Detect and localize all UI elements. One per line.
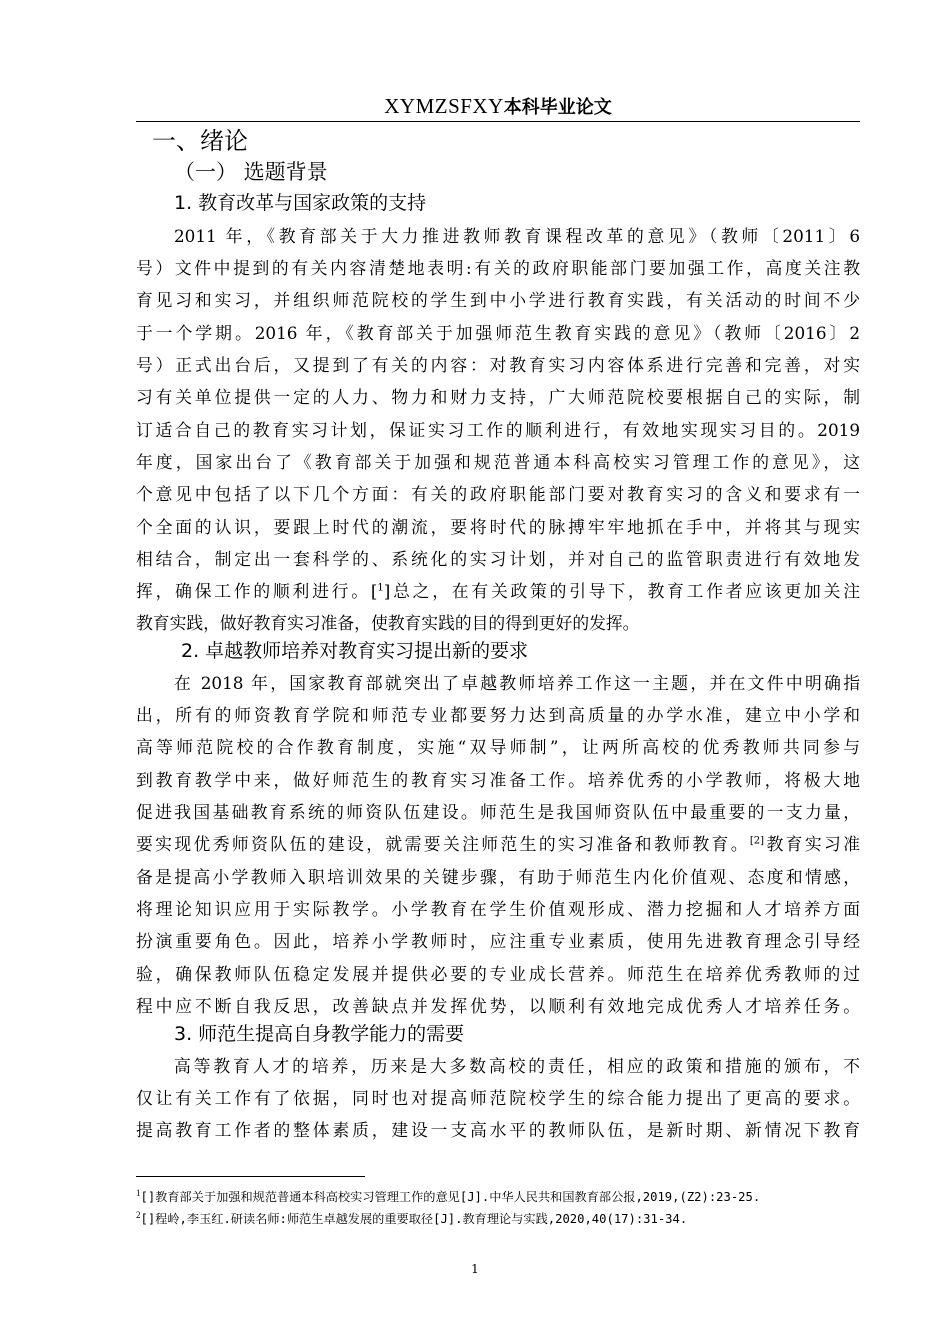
footnote-text: []程岭,李玉红.研读名师:师范生卓越发展的重要取径[J].教育理论与实践,2020,40(17):31-34. <box>140 1212 688 1226</box>
paragraph-line: 2011 年，《教育部关于大力推进教师教育课程改革的意见》（教师〔2011〕6 <box>174 226 860 246</box>
paragraph-line: 于一个学期。2016 年，《教育部关于加强师范生教育实践的意见》（教师〔2016〕2 <box>136 323 860 343</box>
paragraph-text: 要实现优秀师资队伍的建设，就需要关注师范生的实习准备和教师教育。 <box>136 834 750 854</box>
paragraph-line: 高等教育人才的培养，历来是大多数高校的责任，相应的政策和措施的颁布，不 <box>174 1056 860 1076</box>
paragraph-line: 程中应不断自我反思，改善缺点并发挥优势，以顺利有效地完成优秀人才培养任务。 <box>136 996 860 1016</box>
paragraph-text: 挥，确保工作的顺利进行。[ <box>136 581 378 601</box>
footnote-ref: 1 <box>377 582 384 594</box>
footnote-1 <box>136 1189 760 1205</box>
paragraph-line: 个全面的认识，要跟上时代的潮流，要将时代的脉搏牢牢地抓在手中，并将其与现实 <box>136 517 860 537</box>
paragraph-line: 高等师范院校的合作教育制度，实施“双导师制”，让两所高校的优秀教师共同参与 <box>136 737 860 757</box>
paragraph-line: 育见习和实习，并组织师范院校的学生到中小学进行教育实践，有关活动的时间不少 <box>136 290 860 310</box>
paragraph-line: 号）正式出台后，又提到了有关的内容：对教育实习内容体系进行完善和完善，对实 <box>136 355 860 375</box>
paragraph-text: 教育实习准 <box>764 834 860 854</box>
subsection-heading-2: 2. 卓越教师培养对教育实习提出新的要求 <box>181 640 529 662</box>
footnote-rule <box>136 1176 365 1177</box>
footnote-text: []教育部关于加强和规范普通本科高校实习管理工作的意见[J].中华人民共和国教育部公报,2019,(Z2):23-25. <box>140 1190 761 1204</box>
paragraph-line <box>136 576 860 606</box>
paragraph-line: 备是提高小学教师入职培训效果的关键步骤，有助于师范生内化价值观、态度和情感， <box>136 867 860 887</box>
paragraph-line: 验，确保教师队伍稳定发展并提供必要的专业成长营养。师范生在培养优秀教师的过 <box>136 964 860 984</box>
paragraph-line: 习有关单位提供一定的人力、物力和财力支持，广大师范院校要根据自己的实际，制 <box>136 387 860 407</box>
header-rule <box>136 121 860 122</box>
paragraph-line: 出，所有的师资教育学院和师范专业都要努力达到高质量的办学水准，建立中小学和 <box>136 705 860 725</box>
paragraph-text: ]总之，在有关政策的引导下，教育工作者应该更加关注 <box>383 581 860 601</box>
paragraph-line: 订适合自己的教育实习计划，保证实习工作的顺利进行，有效地实现实习目的。2019 <box>136 420 860 440</box>
paragraph-line <box>136 829 860 859</box>
footnote-2 <box>136 1211 687 1227</box>
paragraph-line: 在 2018 年，国家教育部就突出了卓越教师培养工作这一主题，并在文件中明确指 <box>174 673 860 693</box>
paragraph-line: 年度，国家出台了《教育部关于加强和规范普通本科高校实习管理工作的意见》，这 <box>136 452 860 472</box>
section-heading: （一） 选题背景 <box>174 160 328 184</box>
paragraph-line: 提高教育工作者的整体素质，建设一支高水平的教师队伍，是新时期、新情况下教育 <box>136 1120 860 1140</box>
paragraph-line: 促进我国基础教育系统的师资队伍建设。师范生是我国师资队伍中最重要的一支力量， <box>136 802 860 822</box>
paragraph-line: 相结合，制定出一套科学的、系统化的实习计划，并对自己的监管职责进行有效地发 <box>136 549 860 569</box>
page-number: 1 <box>471 1262 479 1276</box>
paragraph-line: 教育实践，做好教育实习准备，使教育实践的目的得到更好的发挥。 <box>136 613 640 633</box>
chapter-heading: 一、绪论 <box>152 127 248 155</box>
paragraph-line: 扮演重要角色。因此，培养小学教师时，应注重专业素质，使用先进教育理念引导经 <box>136 931 860 951</box>
paragraph-line: 个意见中包括了以下几个方面：有关的政府职能部门要对教育实习的含义和要求有一 <box>136 484 860 504</box>
paragraph-line: 号）文件中提到的有关内容清楚地表明:有关的政府职能部门要加强工作，高度关注教 <box>136 258 860 278</box>
subsection-heading-1: 1. 教育改革与国家政策的支持 <box>174 192 427 214</box>
footnote-mark: 1 <box>136 1187 141 1198</box>
paragraph-line: 仅让有关工作有了依据，同时也对提高师范院校学生的综合能力提出了更高的要求。 <box>136 1088 860 1108</box>
subsection-heading-3: 3. 师范生提高自身教学能力的需要 <box>174 1023 465 1045</box>
footnote-ref: [2] <box>749 835 765 847</box>
paragraph-line: 到教育教学中来，做好师范生的教育实习准备工作。培养优秀的小学教师，将极大地 <box>136 770 860 790</box>
page-header <box>136 94 860 120</box>
header-school-code: XYMZSFXY <box>384 94 504 118</box>
footnote-mark: 2 <box>136 1209 141 1220</box>
header-title: 本科毕业论文 <box>503 97 612 118</box>
paragraph-line: 将理论知识应用于实际教学。小学教育在学生价值观形成、潜力挖掘和人才培养方面 <box>136 899 860 919</box>
